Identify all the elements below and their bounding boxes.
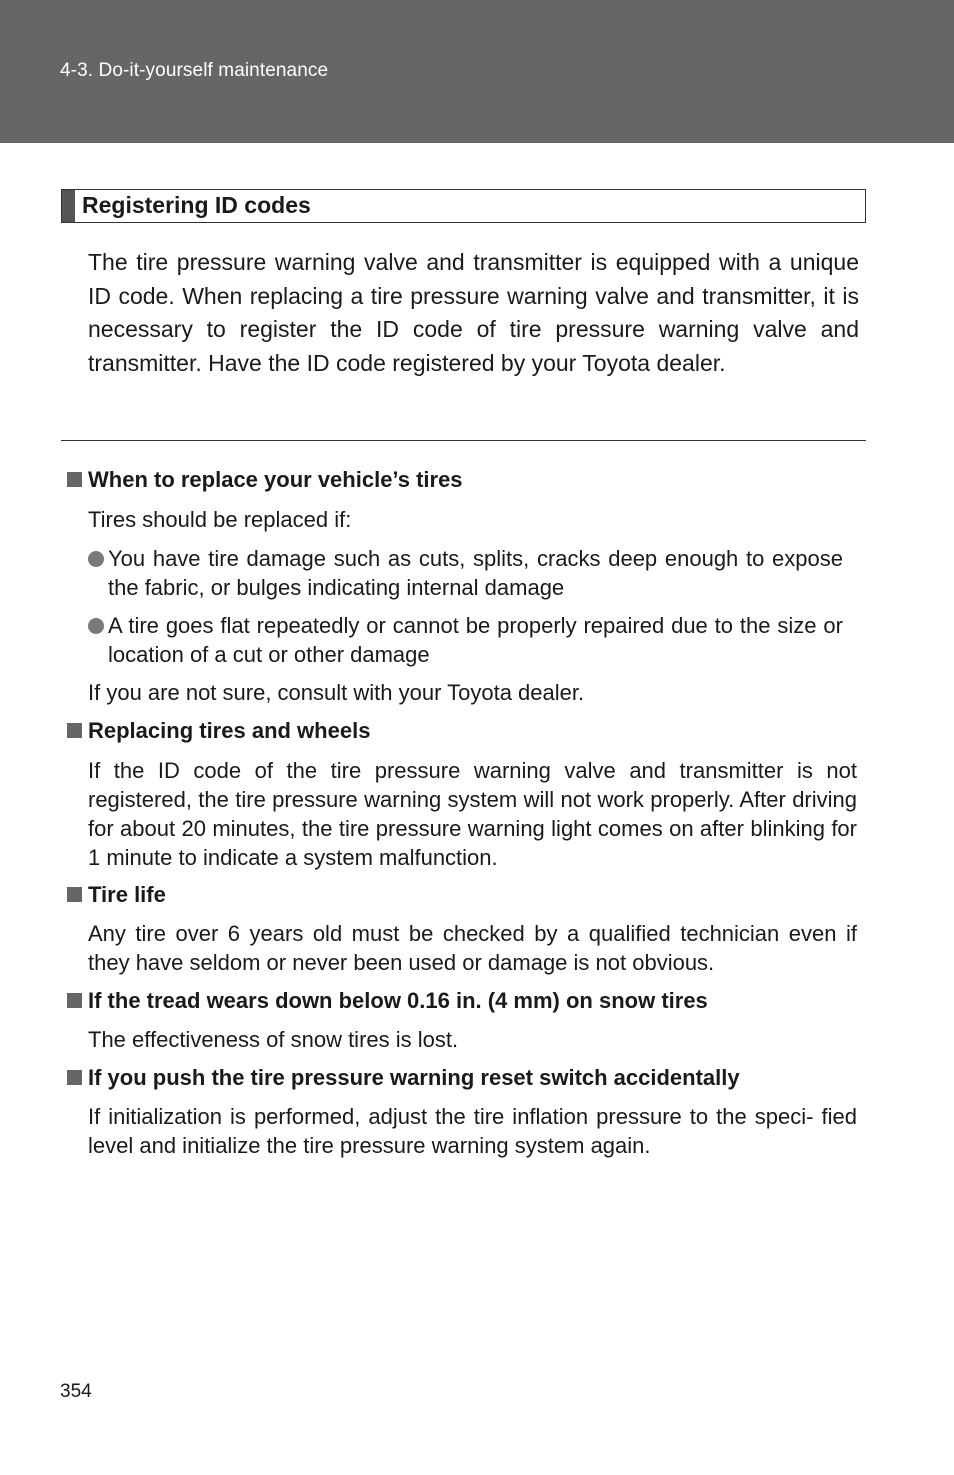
divider	[61, 440, 866, 441]
square-bullet-icon	[67, 887, 82, 902]
square-bullet-icon	[67, 723, 82, 738]
section-heading-bar	[62, 190, 75, 222]
note-paragraph: If you are not sure, consult with your Toyota dealer.	[88, 680, 585, 705]
square-bullet-icon	[67, 472, 82, 487]
circle-bullet-icon	[88, 618, 104, 634]
note-paragraph: Tires should be replaced if:	[88, 507, 352, 532]
note-paragraph: If the ID code of the tire pressure warning valve and transmitter is not registered, the tire pressure warning system will not work properly. After driving for about 20 minutes, the tire pressure warning light comes on after blinking for 1 minute to indicate a system malfunction.	[88, 758, 857, 870]
note-heading: Tire life	[67, 881, 166, 909]
note-paragraph: If initialization is performed, adjust the tire inflation pressure to the speci- fied level and initialize the tire pressure warning system again.	[88, 1104, 857, 1158]
square-bullet-icon	[67, 1070, 82, 1085]
section-heading-box	[61, 189, 866, 223]
header-band	[0, 0, 954, 143]
note-heading: If the tread wears down below 0.16 in. (4 mm) on snow tires	[67, 987, 708, 1015]
list-item: You have tire damage such as cuts, splits, cracks deep enough to expose the fabric, or bulges indicating internal damage	[88, 544, 843, 602]
section-title: Registering ID codes	[82, 192, 311, 218]
breadcrumb: 4-3. Do-it-yourself maintenance	[60, 60, 329, 81]
circle-bullet-icon	[88, 551, 104, 567]
note-paragraph: Any tire over 6 years old must be checked by a qualified technician even if they have seldom or never been used or damage is not obvious.	[88, 921, 857, 975]
note-heading: Replacing tires and wheels	[67, 717, 370, 745]
list-item: A tire goes flat repeatedly or cannot be properly repaired due to the size or location of a cut or other damage	[88, 611, 843, 669]
note-heading: When to replace your vehicle’s tires	[67, 466, 463, 494]
intro-paragraph: The tire pressure warning valve and transmitter is equipped with a unique ID code. When replacing a tire pressure warning valve and transmitter, it is necessary to register the ID code of tire pressure warning valve and transmitter. Have the ID code registered by your Toyota dealer.	[88, 249, 859, 376]
square-bullet-icon	[67, 993, 82, 1008]
note-heading: If you push the tire pressure warning reset switch accidentally	[67, 1064, 740, 1092]
note-paragraph: The effectiveness of snow tires is lost.	[88, 1027, 459, 1052]
page-number: 354	[60, 1381, 92, 1402]
